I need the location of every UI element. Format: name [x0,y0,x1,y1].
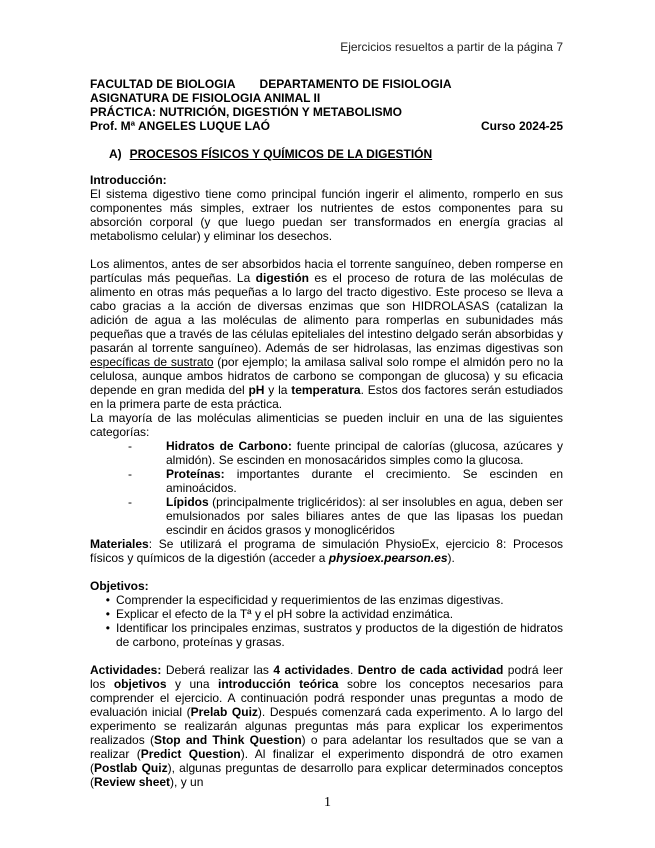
objectives-list [90,593,563,649]
physioex-link: physioex.pearson.es [328,551,448,565]
category-item: - Hidratos de Carbono: fuente principal de calorías (glucosa, azúcares y almidón). Se escinden en monosacáridos simples como la glucosa. [128,439,564,467]
intro-heading: Introducción: [90,173,167,187]
department: DEPARTAMENTO DE FISIOLOGIA [259,77,452,91]
materials-paragraph: Materiales: Se utilizará el programa de simulación PhysioEx, ejercicio 8: Procesos físicos y químicos de la digestión (acceder a physioex.pearson.es). [90,537,563,565]
section-title [109,147,432,161]
document-header [90,77,563,133]
top-note: Ejercicios resueltos a partir de la página 7 [340,40,563,54]
section-letter: A) [109,147,122,161]
objective-item: • Identificar los principales enzimas, sustratos y productos de la digestión de hidratos de carbono, proteínas y grasas. [105,621,563,649]
course: Curso 2024-25 [480,119,563,133]
intro-paragraph-2: Los alimentos, antes de ser absorbidos hacia el torrente sanguíneo, deben romperse en partículas más pequeñas. La digestión es el proceso de rotura de las moléculas de alimento en otras más pequeñas a lo largo del tracto digestivo. Este proceso se lleva a cabo gracias a la acción de diversas enzimas que son HIDROLASAS (catalizan la adición de agua a las moléculas de alimento para romperlas en subunidades más pequeñas que a través de las células epiteliales del intestino delgado serán absorbidas y pasarán al torrente sanguíneo). Además de ser hidrolasas, las enzimas digestivas son específicas de sustrato (por ejemplo; la amilasa salival solo rompe el almidón pero no la celulosa, aunque ambos hidratos de carbono se compongan de glucosa) y su eficacia depende en gran medida del pH y la temperatura. Estos dos factores serán estudiados en la primera parte de esta práctica. [90,257,564,411]
objective-item: • Comprender la especificidad y requerimientos de las enzimas digestivas. [105,593,504,607]
category-item: - Lípidos (principalmente triglicéridos): al ser insolubles en agua, deben ser emulsionados por sales biliares antes de que las lipasas los puedan escindir en ácidos grasos y monoglicéridos [128,495,563,537]
intro-paragraph-1: El sistema digestivo tiene como principal función ingerir el alimento, romperlo en sus componentes más simples, extraer los nutrientes de estos componentes para su absorción corporal (y que luego puedan ser transformados en energía gracias al metabolismo celular) y eliminar los desechos. [90,187,563,243]
intro-paragraph-3: La mayoría de las moléculas alimenticias se pueden incluir en una de las siguientes categorías: [90,411,563,439]
practice: PRÁCTICA: NUTRICIÓN, DIGESTIÓN Y METABOLISMO [90,105,403,119]
page-number: 1 [324,795,331,810]
activities-paragraph: Actividades: Deberá realizar las 4 actividades. Dentro de cada actividad podrá leer los objetivos y una introducción teórica sobre los conceptos necesarios para comprender el ejercicio. A continuación podrá responder unas preguntas a modo de evaluación inicial (Prelab Quiz). Después comenzará cada experimento. A lo largo del experimento se realizarán algunas preguntas más para explicar los experimentos realizados (Stop and Think Question) o para adelantar los resultados que se van a realizar (Predict Question). Al finalizar el experimento dispondrá de otro examen (Postlab Quiz), algunas preguntas de desarrollo para explicar determinados conceptos (Review sheet), y un [90,663,564,789]
specific-substrate: específicas de sustrato [90,355,214,369]
objective-item: • Explicar el efecto de la Tª y el pH sobre la actividad enzimática. [105,607,454,621]
professor: Prof. Mª ANGELES LUQUE LAÓ [90,119,270,133]
faculty: FACULTAD DE BIOLOGIA [90,77,236,91]
category-item: - Proteínas: importantes durante el crecimiento. Se escinden en aminoácidos. [128,467,563,495]
section-heading: PROCESOS FÍSICOS Y QUÍMICOS DE LA DIGESTIÓN [129,147,433,161]
objectives-heading: Objetivos: [90,579,149,593]
category-list [90,439,563,537]
document-body [90,173,563,789]
subject: ASIGNATURA DE FISIOLOGIA ANIMAL II [90,91,321,105]
